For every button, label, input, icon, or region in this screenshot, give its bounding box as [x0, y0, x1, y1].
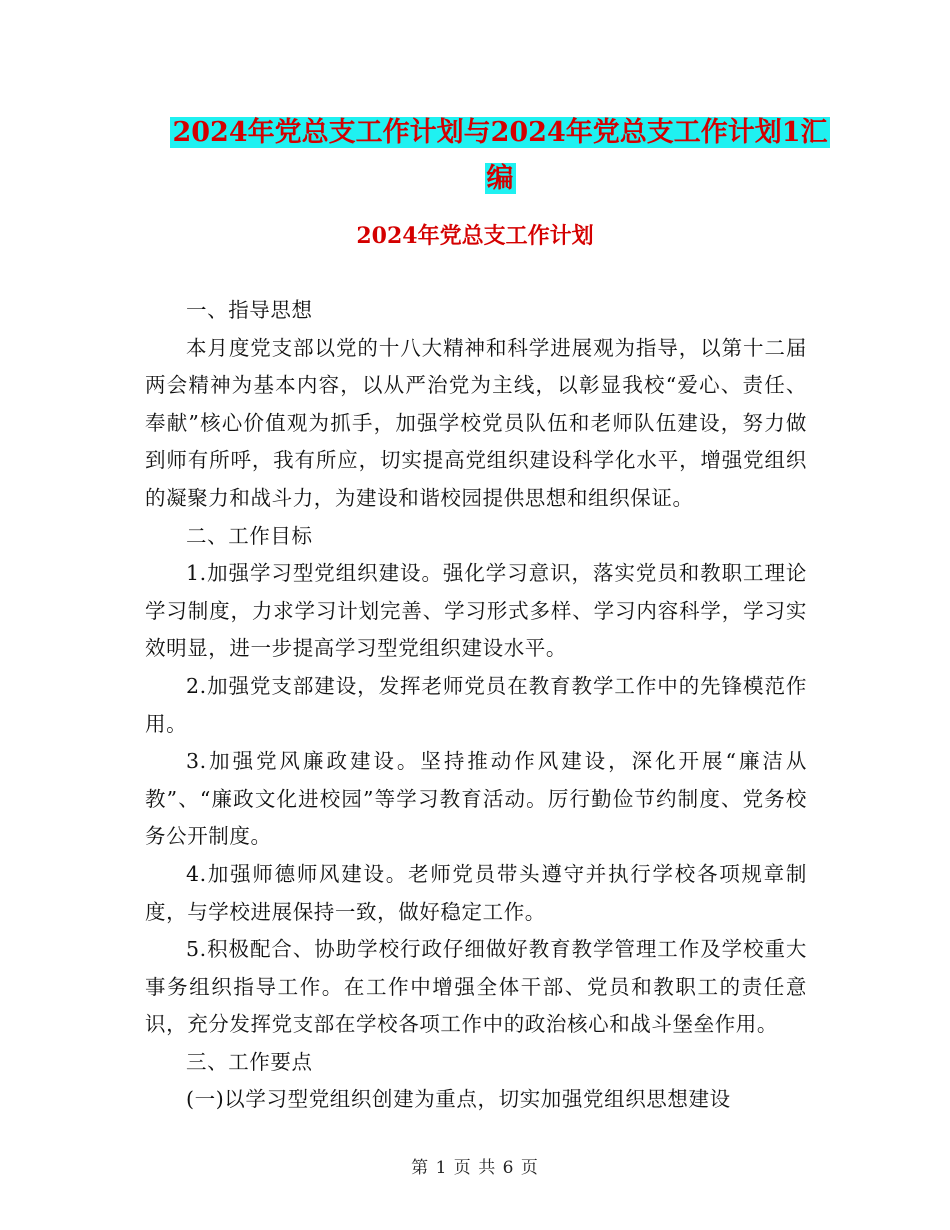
heading-guiding-ideology: 一、指导思想: [186, 298, 313, 322]
heading-work-points: 三、工作要点: [186, 1049, 313, 1074]
goal-item-4: 4.加强师德师风建设。老师党员带头遵守并执行学校各项规章制度，与学校进展保持一致，做好稳定工作。: [145, 861, 807, 924]
goal-item-2: 2.加强党支部建设，发挥老师党员在教育教学工作中的先锋模范作用。: [145, 673, 807, 736]
page-footer: 第 1 页 共 6 页: [411, 1158, 539, 1178]
document-title: [140, 110, 860, 202]
document-title-line2: 编: [486, 163, 514, 194]
document-title-line1: 2024年党总支工作计划与2024年党总支工作计划1汇: [172, 117, 828, 148]
goal-item-1: 1.加强学习型党组织建设。强化学习意识，落实党员和教职工理论学习制度，力求学习计划完善、学习形式多样、学习内容科学，学习实效明显，进一步提高学习型党组织建设水平。: [145, 561, 807, 661]
goal-item-5: 5.积极配合、协助学校行政仔细做好教育教学管理工作及学校重大事务组织指导工作。在工作中增强全体干部、党员和教职工的责任意识，充分发挥党支部在学校各项工作中的政治核心和战斗堡垒作用。: [145, 937, 807, 1037]
paragraph-guiding-ideology: 本月度党支部以党的十八大精神和科学进展观为指导，以第十二届两会精神为基本内容，以从严治党为主线，以彰显我校“爱心、责任、奉献”核心价值观为抓手，加强学校党员队伍和老师队伍建设，努力做到师有所呼，我有所应，切实提高党组织建设科学化水平，增强党组织的凝聚力和战斗力，为建设和谐校园提供思想和组织保证。: [145, 335, 807, 510]
document-body: [145, 292, 807, 1119]
heading-work-goals: 二、工作目标: [186, 523, 313, 548]
goal-item-3: 3.加强党风廉政建设。坚持推动作风建设，深化开展“廉洁从教”、“廉政文化进校园”等学习教育活动。厉行勤俭节约制度、党务校务公开制度。: [145, 749, 807, 849]
section-title: 2024年党总支工作计划: [356, 223, 594, 249]
work-point-1: (一)以学习型党组织创建为重点，切实加强党组织思想建设: [186, 1087, 731, 1112]
